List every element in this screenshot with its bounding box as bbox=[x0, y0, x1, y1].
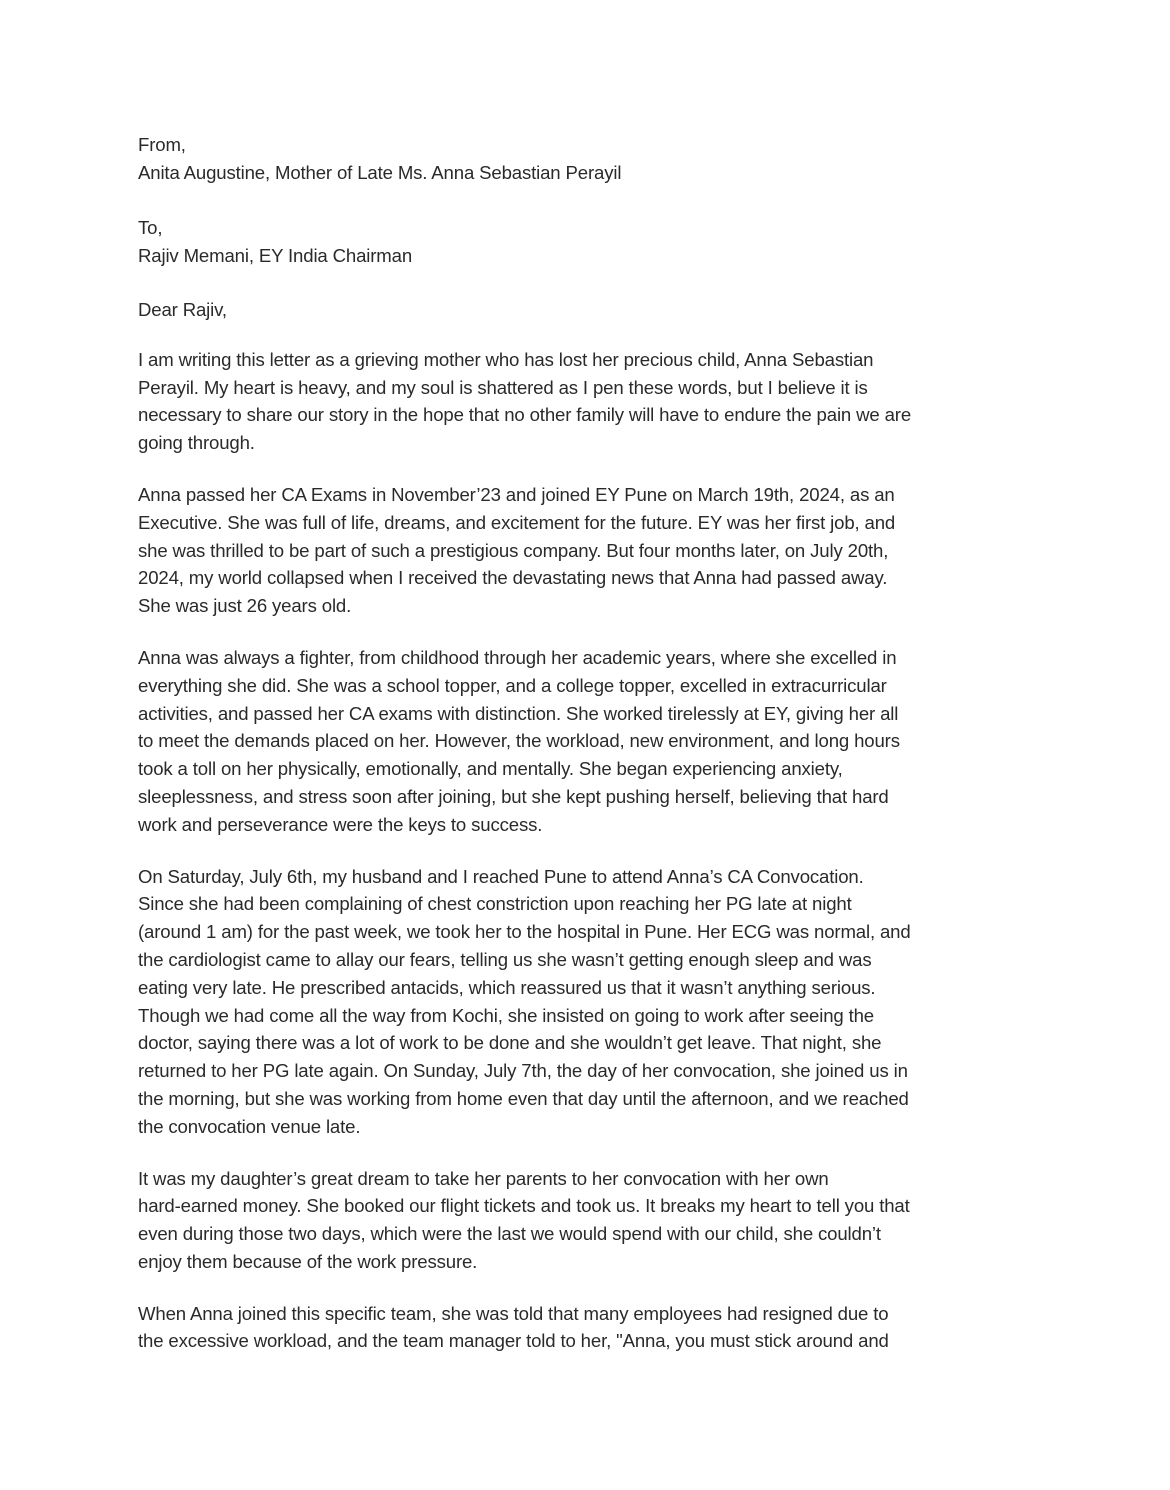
paragraph-line: Since she had been complaining of chest constriction upon reaching her PG late at night bbox=[138, 893, 852, 915]
recipient-name: Rajiv Memani, EY India Chairman bbox=[138, 245, 413, 267]
paragraph-line: even during those two days, which were the last we would spend with our child, she couldn’t bbox=[138, 1223, 881, 1245]
paragraph-6 bbox=[138, 1300, 1038, 1356]
paragraph-4 bbox=[138, 863, 1038, 1141]
paragraph-line: she was thrilled to be part of such a prestigious company. But four months later, on July 20th, bbox=[138, 539, 889, 561]
paragraph-line: sleeplessness, and stress soon after joining, but she kept pushing herself, believing that hard bbox=[138, 785, 889, 807]
salutation: Dear Rajiv, bbox=[138, 298, 227, 320]
paragraph-line: Executive. She was full of life, dreams, and excitement for the future. EY was her first job, and bbox=[138, 511, 896, 533]
paragraph-line: (around 1 am) for the past week, we took her to the hospital in Pune. Her ECG was normal, and bbox=[138, 921, 911, 943]
from-label: From, bbox=[138, 134, 186, 155]
to-block bbox=[138, 214, 1038, 270]
paragraph-line: enjoy them because of the work pressure. bbox=[138, 1250, 478, 1272]
paragraph-line: going through. bbox=[138, 432, 255, 454]
paragraph-line: Perayil. My heart is heavy, and my soul is shattered as I pen these words, but I believe it is bbox=[138, 376, 868, 398]
paragraph-2 bbox=[138, 481, 1038, 620]
paragraph-line: took a toll on her physically, emotionally, and mentally. She began experiencing anxiety, bbox=[138, 758, 843, 780]
paragraph-line: 2024, my world collapsed when I received the devastating news that Anna had passed away. bbox=[138, 567, 888, 589]
paragraph-line: to meet the demands placed on her. However, the workload, new environment, and long hours bbox=[138, 730, 900, 752]
paragraph-line: She was just 26 years old. bbox=[138, 595, 352, 617]
paragraph-line: returned to her PG late again. On Sunday, July 7th, the day of her convocation, she joined us in bbox=[138, 1060, 908, 1082]
letter-page bbox=[138, 131, 1038, 1355]
from-block bbox=[138, 131, 1038, 187]
paragraph-line: I am writing this letter as a grieving mother who has lost her precious child, Anna Sebastian bbox=[138, 348, 874, 370]
paragraph-line: eating very late. He prescribed antacids, which reassured us that it wasn’t anything serious. bbox=[138, 976, 876, 998]
paragraph-line: necessary to share our story in the hope that no other family will have to endure the pain we are bbox=[138, 404, 912, 426]
paragraph-line: It was my daughter’s great dream to take her parents to her convocation with her own bbox=[138, 1167, 829, 1189]
paragraph-line: the convocation venue late. bbox=[138, 1115, 361, 1137]
paragraph-line: doctor, saying there was a lot of work to be done and she wouldn’t get leave. That night, she bbox=[138, 1032, 882, 1054]
paragraph-line: Anna passed her CA Exams in November’23 and joined EY Pune on March 19th, 2024, as an bbox=[138, 483, 895, 505]
paragraph-line: Though we had come all the way from Kochi, she insisted on going to work after seeing the bbox=[138, 1004, 874, 1026]
paragraph-line: hard-earned money. She booked our flight tickets and took us. It breaks my heart to tell you that bbox=[138, 1195, 910, 1217]
paragraph-3 bbox=[138, 644, 1038, 839]
paragraph-line: the cardiologist came to allay our fears, telling us she wasn’t getting enough sleep and was bbox=[138, 948, 872, 970]
paragraph-line: everything she did. She was a school topper, and a college topper, excelled in extracurricular bbox=[138, 674, 887, 696]
paragraph-line: the excessive workload, and the team manager told to her, "Anna, you must stick around and bbox=[138, 1330, 889, 1352]
paragraph-line: Anna was always a fighter, from childhood through her academic years, where she excelled in bbox=[138, 646, 897, 668]
paragraph-line: When Anna joined this specific team, she was told that many employees had resigned due to bbox=[138, 1302, 889, 1324]
paragraph-line: activities, and passed her CA exams with distinction. She worked tirelessly at EY, giving her all bbox=[138, 702, 899, 724]
to-label: To, bbox=[138, 217, 163, 239]
paragraph-5 bbox=[138, 1165, 1038, 1276]
sender-name: Anita Augustine, Mother of Late Ms. Anna Sebastian Perayil bbox=[138, 161, 622, 183]
paragraph-line: work and perseverance were the keys to success. bbox=[138, 813, 543, 835]
paragraph-1 bbox=[138, 346, 1038, 457]
paragraph-line: On Saturday, July 6th, my husband and I reached Pune to attend Anna’s CA Convocation. bbox=[138, 865, 864, 887]
paragraph-line: the morning, but she was working from home even that day until the afternoon, and we reached bbox=[138, 1087, 909, 1109]
